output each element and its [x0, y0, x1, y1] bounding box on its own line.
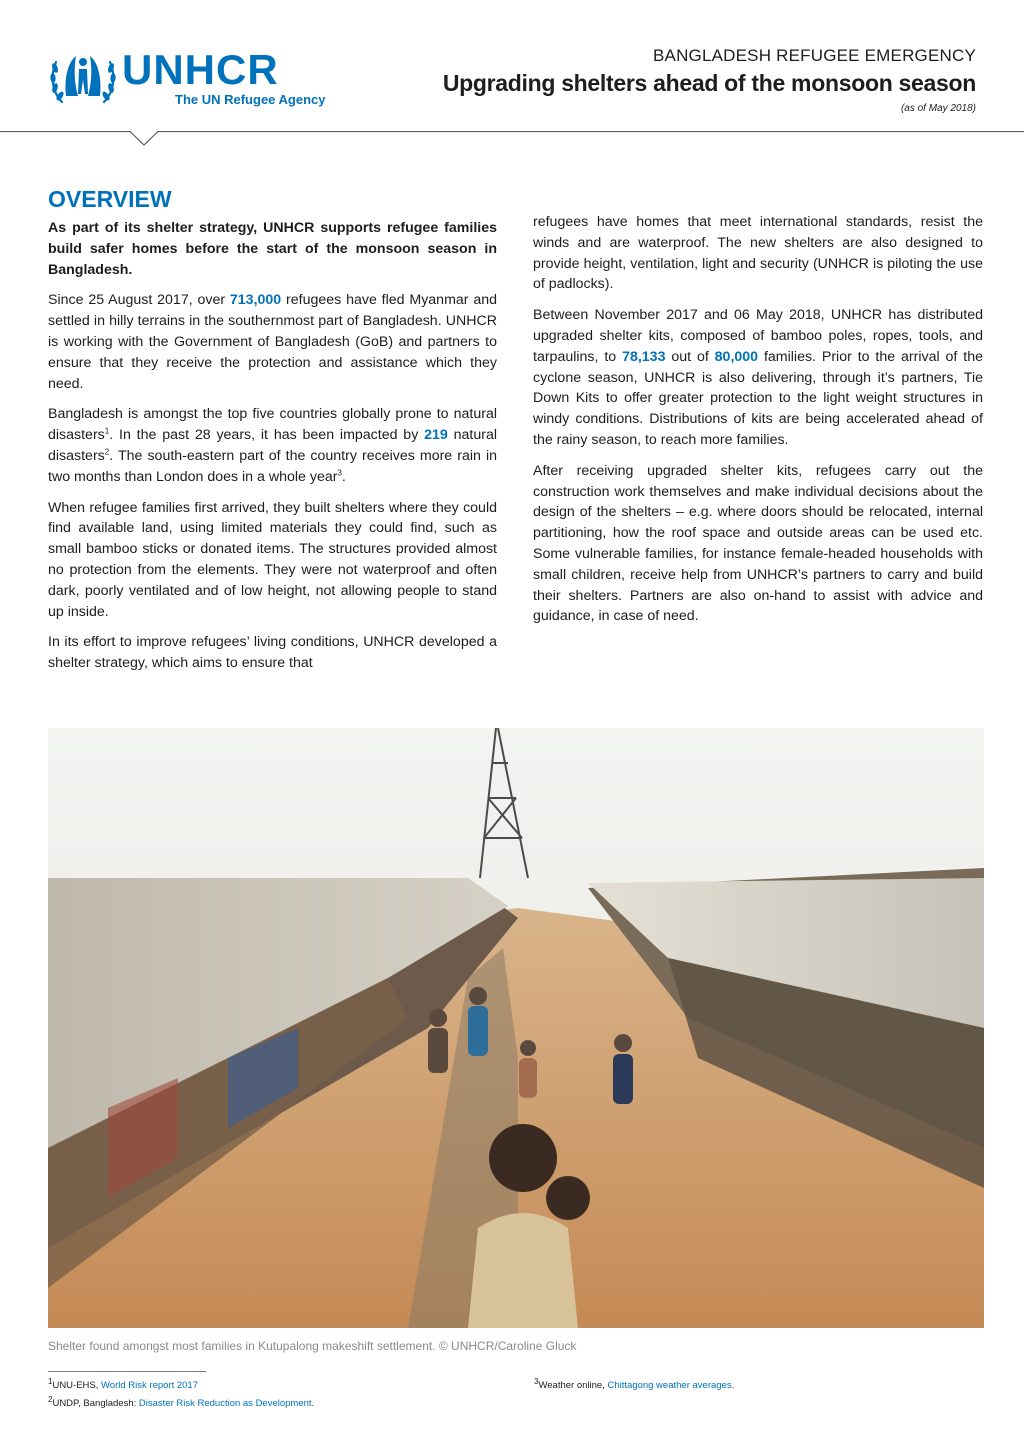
paragraph: refugees have homes that meet international standards, resist the winds and are waterproof. The new shelters are also designed to provide height, ventilation, light and security (UNHCR is piloting the use of padlocks).	[533, 214, 983, 293]
settlement-photo	[48, 728, 984, 1328]
paragraph: Since 25 August 2017, over 713,000 refugees have fled Myanmar and settled in hilly terrains in the southernmost part of Bangladesh. UNHCR is working with the Government of Bangladesh (GoB) and partners to ensure that they receive the protection and assistance which they need.	[48, 292, 497, 392]
footnote-ref[interactable]: 2	[104, 447, 110, 457]
footnote-2: $^2$UNDP, Bangladesh: Disaster Risk Reduction as Development.	[48, 1394, 315, 1409]
paragraph: Between November 2017 and 06 May 2018, UNHCR has distributed upgraded shelter kits, composed of bamboo poles, ropes, tools, and tarpaulins, to 78,133 out of 80,000 families. Prior to the arrival of the cyclone season, UNHCR is also delivering, through it’s partners, Tie Down Kits to offer greater protection to the light weight structures in windy conditions. Distributions of kits are being accelerated ahead of the rainy season, to reach more families.	[533, 307, 983, 448]
photo-caption: Shelter found amongst most families in Kutupalong makeshift settlement. © UNHCR/Caroline Gluck	[48, 1339, 577, 1353]
footnote-link[interactable]: Disaster Risk Reduction as Development	[138, 1398, 312, 1409]
families-target: 80,000	[714, 348, 759, 365]
footnote-1: $^1$UNU-EHS, World Risk report 2017	[48, 1376, 198, 1391]
section-heading-overview: OVERVIEW	[48, 186, 172, 212]
unhcr-emblem-icon	[48, 44, 118, 110]
paragraph: Bangladesh is amongst the top five countries globally prone to natural disasters$^1$. In the past 28 years, it has been impacted by 219 natural disasters$^2$. The south-eastern part of the country receives more rain in two months than London does in a whole year$^3$.	[48, 406, 498, 485]
families-reached: 78,133	[622, 348, 666, 365]
unhcr-logo[interactable]	[48, 44, 326, 114]
text-column-right	[533, 212, 983, 637]
logo-tagline: The UN Refugee Agency	[175, 92, 326, 107]
page-title: Upgrading shelters ahead of the monsoon season	[442, 70, 976, 96]
footnote-ref[interactable]: 3	[337, 468, 342, 478]
footnote-link[interactable]: World Risk report 2017	[101, 1380, 198, 1391]
page-kicker: BANGLADESH REFUGEE EMERGENCY	[653, 46, 976, 65]
paragraph: When refugee families first arrived, they built shelters where they could find available land, using limited materials they could find, such as small bamboo sticks or donated items. The structures provided almost no protection from the elements. They were not waterproof and often dark, poorly ventilated and of low height, not allowing people to stand up inside.	[48, 499, 497, 620]
footnote-3: $^3$Weather online, Chittagong weather averages.	[534, 1376, 735, 1391]
disaster-count: 219	[424, 427, 448, 444]
text-column-left	[48, 218, 497, 684]
lead-paragraph: As part of its shelter strategy, UNHCR supports refugee families build safer homes before the start of the monsoon season in Bangladesh.	[48, 220, 497, 278]
report-date: (as of May 2018)	[900, 103, 976, 114]
footnote-divider	[48, 1371, 206, 1372]
paragraph: After receiving upgraded shelter kits, refugees carry out the construction work themselves and make individual decisions about the design of the shelters – e.g. where doors should be relocated, internal partitioning, how the roof space and outside areas can be used etc. Some vulnerable families, for instance female-headed households with small children, receive help from UNHCR’s partners to carry and build their shelters. Partners are also on-hand to assist with advice and guidance, in case of need.	[533, 462, 983, 625]
page-header	[0, 0, 1024, 150]
logo-wordmark: UNHCR	[122, 46, 279, 93]
footnote-ref[interactable]: 1	[104, 426, 110, 436]
refugee-count: 713,000	[229, 292, 282, 309]
footnote-link[interactable]: Chittagong weather averages	[607, 1380, 732, 1391]
header-divider	[0, 131, 1024, 147]
paragraph: In its effort to improve refugees’ living conditions, UNHCR developed a shelter strategy, which aims to ensure that	[48, 634, 497, 672]
header-title-block	[443, 46, 976, 114]
